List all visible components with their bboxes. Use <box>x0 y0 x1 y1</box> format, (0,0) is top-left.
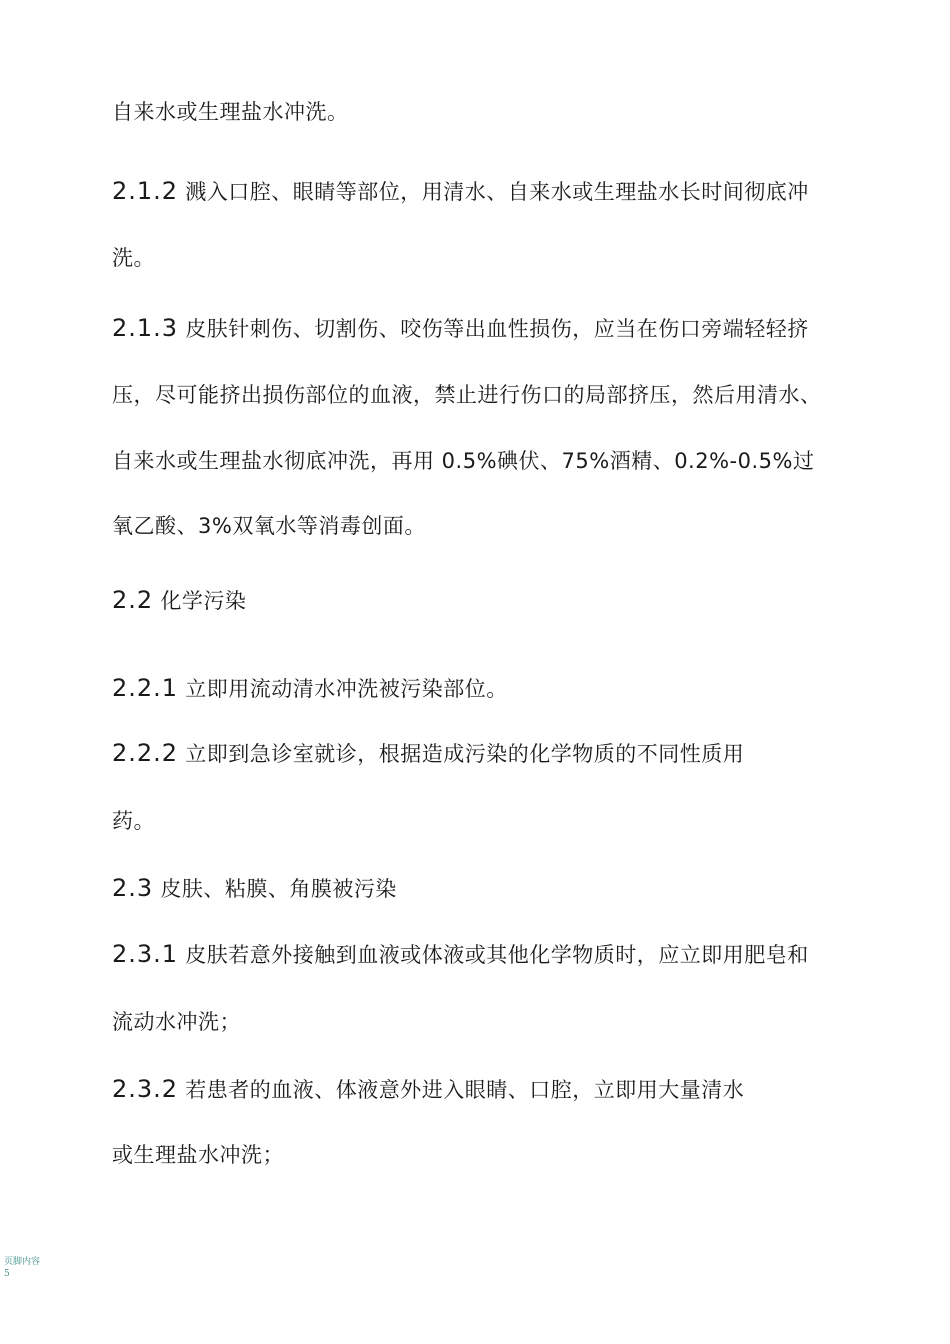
page-footer: 页脚内容5 <box>4 1257 41 1279</box>
text-line: 洗。 <box>112 246 155 270</box>
section-number: 2.2.1 <box>112 674 179 702</box>
section-number: 2.3.2 <box>112 1075 179 1103</box>
text-line: 2.1.3 皮肤针刺伤、切割伤、咬伤等出血性损伤，应当在伤口旁端轻轻挤 <box>112 314 809 342</box>
text-line: 氧乙酸、3%双氧水等消毒创面。 <box>112 514 426 538</box>
text-line: 2.2.2 立即到急诊室就诊，根据造成污染的化学物质的不同性质用 <box>112 739 745 767</box>
section-heading: 2.3 皮肤、粘膜、角膜被污染 <box>112 874 397 902</box>
section-number: 2.1.2 <box>112 177 179 205</box>
section-number: 2.3 <box>112 874 154 902</box>
text-line: 2.2.1 立即用流动清水冲洗被污染部位。 <box>112 674 508 702</box>
section-number: 2.1.3 <box>112 314 179 342</box>
text-line: 流动水冲洗； <box>112 1010 241 1034</box>
text-line: 2.3.1 皮肤若意外接触到血液或体液或其他化学物质时，应立即用肥皂和 <box>112 940 809 968</box>
text-line: 自来水或生理盐水彻底冲洗，再用 0.5%碘伏、75%酒精、0.2%-0.5%过 <box>112 449 815 473</box>
text-line: 或生理盐水冲洗； <box>112 1143 284 1167</box>
section-heading: 2.2 化学污染 <box>112 586 247 614</box>
section-number: 2.2.2 <box>112 739 179 767</box>
section-number: 2.3.1 <box>112 940 179 968</box>
text-line: 压，尽可能挤出损伤部位的血液，禁止进行伤口的局部挤压，然后用清水、 <box>112 383 822 407</box>
text-line: 自来水或生理盐水冲洗。 <box>112 100 349 124</box>
text-line: 2.1.2 溅入口腔、眼睛等部位，用清水、自来水或生理盐水长时间彻底冲 <box>112 177 809 205</box>
text-line: 2.3.2 若患者的血液、体液意外进入眼睛、口腔，立即用大量清水 <box>112 1075 745 1103</box>
text-line: 药。 <box>112 809 155 833</box>
section-number: 2.2 <box>112 586 154 614</box>
